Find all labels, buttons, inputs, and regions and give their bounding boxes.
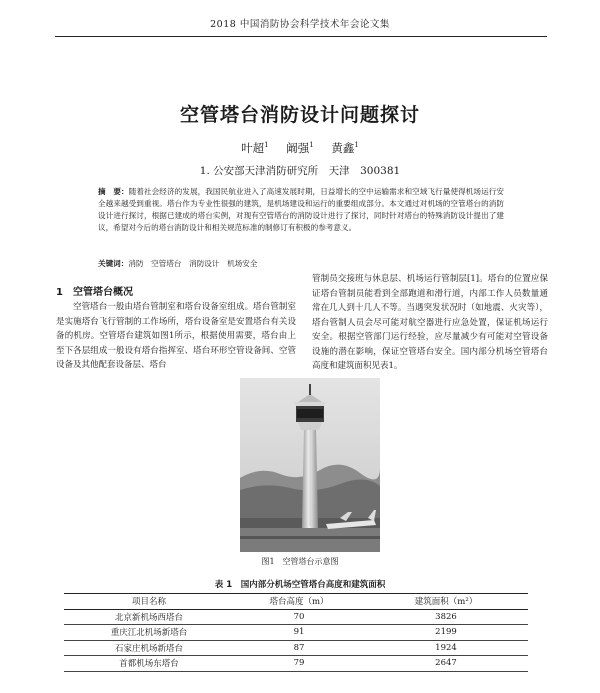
control-tower-illustration (240, 378, 380, 552)
author-name: 阚强$^1$ (286, 141, 314, 155)
table-row (64, 640, 528, 656)
table-cell: 3826 (435, 611, 457, 622)
table-cell: 87 (293, 642, 305, 653)
table-cell: 北京新机场西塔台 (114, 612, 183, 623)
tower-photo (240, 378, 380, 552)
table-caption-label: 表 1 (214, 580, 233, 590)
author-name: 叶超$^1$ (241, 141, 269, 155)
author-list (0, 140, 600, 156)
table-row (64, 625, 528, 641)
data-table (64, 593, 528, 672)
table-caption (0, 578, 600, 590)
table-header-row (64, 594, 528, 610)
table-row (64, 609, 528, 625)
body-text-left: 空管塔台一般由塔台管制室和塔台设备室组成。塔台管制室是实施塔台飞行管制的工作场所，塔台设备室是安置塔台有关设备的机房。空管塔台建筑如图1所示，根据使用需要，塔台由上至下各层组成一般设有塔台指挥室、塔台环形空管设备间、空管设备及其他配套设备层、塔台 (56, 302, 296, 370)
figure-caption: 图1 空管塔台示意图 (261, 557, 339, 566)
table-cell: 首都机场东塔台 (119, 659, 179, 670)
author-name: 黄鑫$^1$ (331, 141, 359, 155)
table-cell: 2647 (435, 658, 457, 669)
table-cell: 1924 (435, 642, 457, 653)
table-cell: 石家庄机场新塔台 (114, 643, 183, 654)
table-cell: 79 (293, 658, 305, 669)
affiliation: 1. 公安部天津消防研究所 天津 300381 (199, 165, 401, 177)
table-header-cell: 项目名称 (131, 597, 166, 608)
table-caption-text: 国内部分机场空管塔台高度和建筑面积 (240, 580, 386, 590)
keywords-text: 消防 空管塔台 消防设计 机场安全 (128, 259, 258, 268)
section-heading: 1 空管塔台概况 (56, 287, 133, 298)
running-header: 2018 中国消防协会科学技术年会论文集 (210, 19, 390, 30)
keywords (98, 258, 504, 269)
body-text-right: 管制员交接班与休息层、机场运行管制层[1]。塔台的位置应保证塔台管制员能看到全部跑道和滑行道，内部工作人员数量通常在几人到十几人不等。当遇突发状况时（如地震、火灾等），塔台管制人员会尽可能对航空器进行应急处置，保证机场运行安全。根据空管部门运行经验，应尽量减少有可能对空管设备设施的潜在影响，保证空管塔台安全。国内部分机场空管塔台高度和建筑面积见表1。 (312, 274, 548, 371)
table-cell: 70 (293, 611, 305, 622)
abstract-label: 摘 要： (98, 187, 129, 196)
table-header-cell: 塔台高度（m） (269, 597, 329, 608)
abstract-text: 随着社会经济的发展，我国民航业进入了高速发展时期，日益增长的空中运输需求和空域飞行量使得机场运行安全越来越受到重视。塔台作为专业性很强的建筑，是机场建设和运行的重要组成部分。本文通过对机场的空管塔台的消防设计进行探讨，根据已建成的塔台实例，对现有空管塔台的消防设计进行了探讨，同时针对塔台的特殊消防设计提出了建议，希望对今后的塔台消防设计和相关规范标准的制修订有积极的参考意义。 (98, 187, 505, 232)
table-cell: 91 (293, 627, 305, 638)
keywords-label: 关键词： (98, 259, 129, 268)
table-row (64, 656, 528, 672)
header-rule (55, 36, 547, 37)
abstract (98, 186, 504, 234)
paper-title: 空管塔台消防设计问题探讨 (179, 104, 420, 126)
table-header-cell: 建筑面积（m²） (414, 597, 478, 608)
table-cell: 重庆江北机场新塔台 (110, 628, 188, 639)
table-cell: 2199 (435, 627, 457, 638)
